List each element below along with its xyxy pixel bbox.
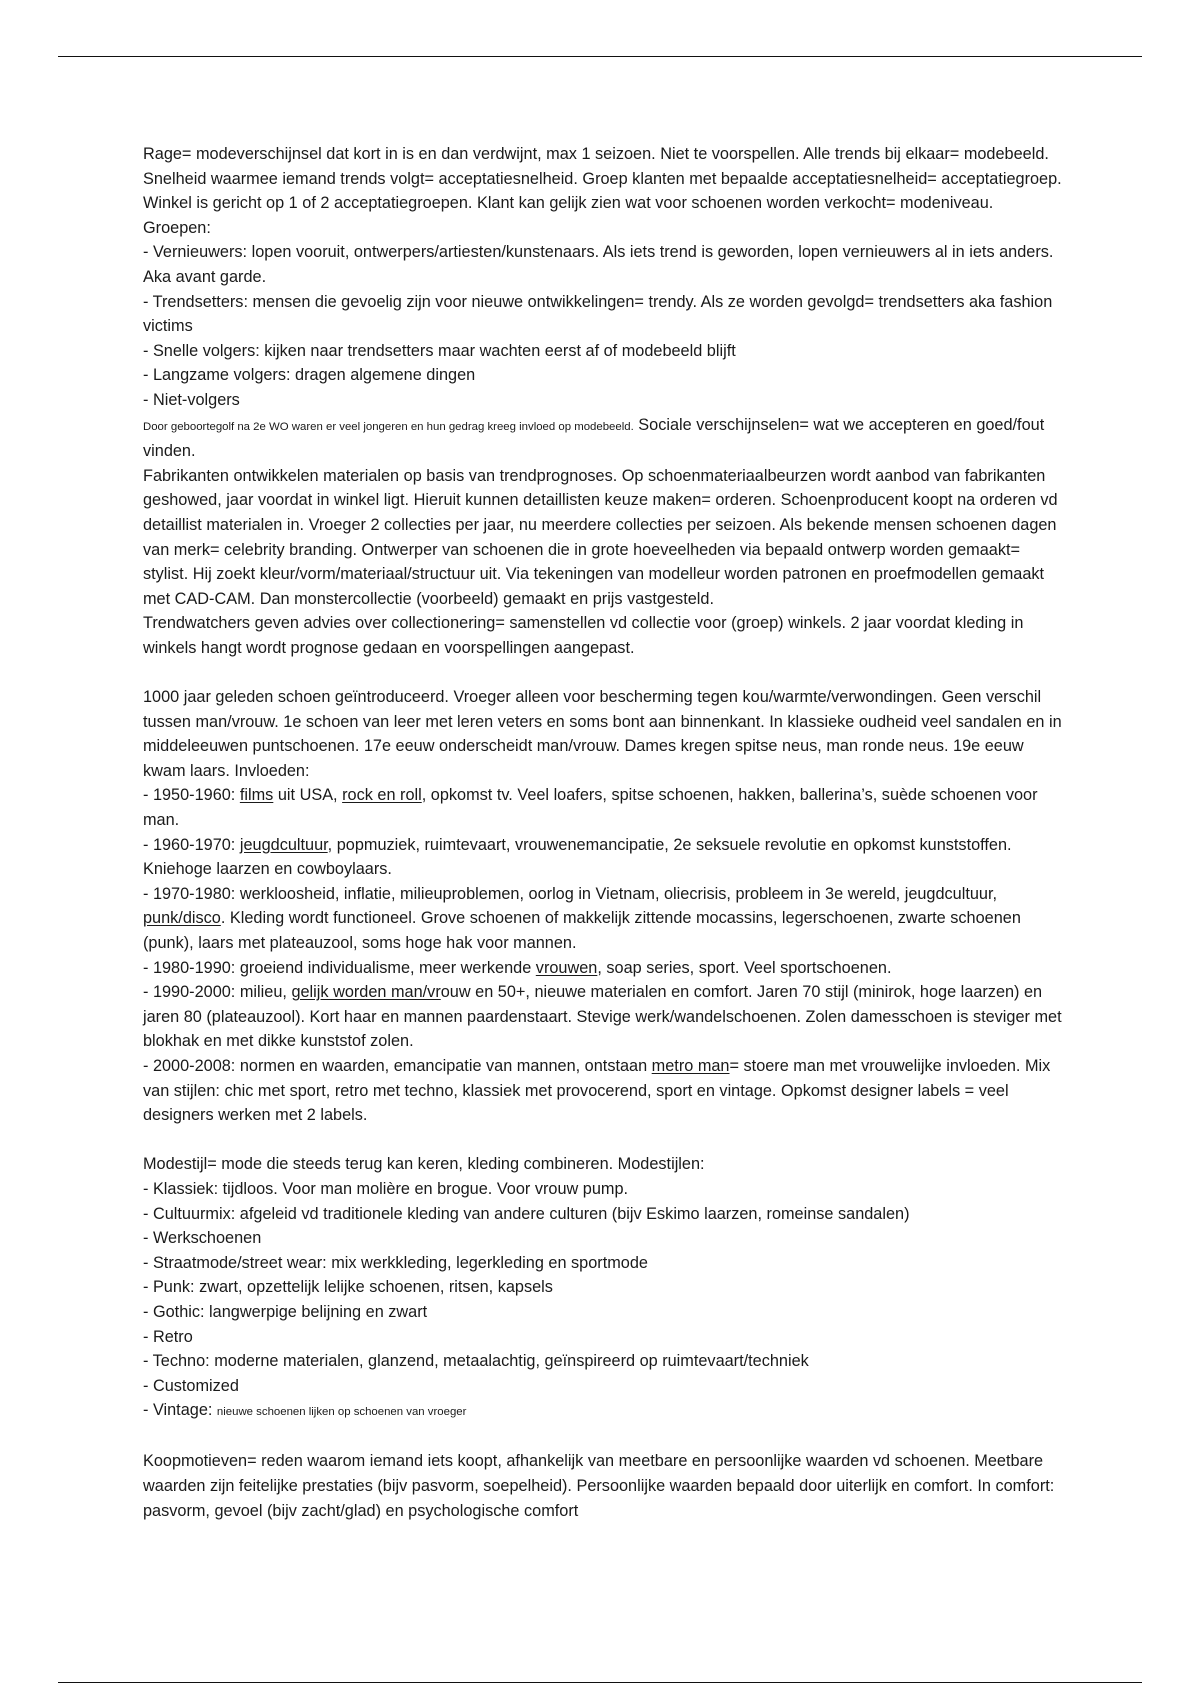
underlined-term: gelijk worden man/vr (291, 983, 441, 1002)
underlined-term: vrouwen (535, 958, 598, 977)
decade-text: - 1950-1960: (143, 786, 240, 805)
decade-1990 (143, 980, 1063, 1054)
paragraph-trendwatchers: Trendwatchers geven advies over collectionering= samenstellen vd collectie voor (groep) winkels. 2 jaar voordat kleding in winkels hangt wordt prognose gedaan en voorspellingen aangepast. (143, 614, 1024, 657)
style-item: - Gothic: langwerpige belijning en zwart (143, 1302, 428, 1321)
paragraph-history: 1000 jaar geleden schoen geïntroduceerd. Vroeger alleen voor bescherming tegen kou/warmte/verwondingen. Geen verschil tussen man/vrouw. 1e schoen van leer met leren veters en soms bont aan binnenkant. In klassieke oudheid veel sandalen en in middeleeuwen puntschoenen. 17e eeuw onderscheidt man/vrouw. Dames kregen spitse neus, man ronde neus. 19e eeuw kwam laars. Invloeden: (143, 688, 1062, 780)
paragraph-gap (143, 1425, 1063, 1450)
underlined-term: rock en roll (342, 786, 422, 805)
decade-1950 (143, 783, 1063, 832)
decade-text: uit USA, (273, 786, 343, 805)
decade-text: . Kleding wordt functioneel. Grove schoenen of makkelijk zittende mocassins, legerschoenen, zwarte schoenen (punk), laars met plateauzool, soms hoge hak voor mannen. (143, 909, 1021, 952)
decade-text: - 2000-2008: normen en waarden, emancipatie van mannen, ontstaan (143, 1056, 652, 1075)
decade-text: , popmuziek, ruimtevaart, vrouwenemancipatie, 2e seksuele revolutie en opkomst kunststoffen. Kniehoge laarzen en cowboylaars. (143, 835, 1012, 879)
decade-text: , opkomst tv. Veel loafers, spitse schoenen, hakken, ballerina’s, suède schoenen voor man. (143, 786, 1038, 830)
paragraph-rage: Rage= modeverschijnsel dat kort in is en dan verdwijnt, max 1 seizoen. Niet te voorspellen. Alle trends bij elkaar= modebeeld. Snelheid waarmee iemand trends volgt= acceptatiesnelheid. Groep klanten met bepaalde acceptatiesnelheid= acceptatiegroep. Winkel is gericht op 1 of 2 acceptatiegroepen. Klant kan gelijk zien wat voor schoenen worden verkocht= modeniveau. Groepen: (143, 145, 1062, 237)
style-item: - Straatmode/street wear: mix werkkleding, legerkleding en sportmode (143, 1253, 648, 1272)
footer-rule (58, 1682, 1142, 1683)
decade-text: ouw en 50+, nieuwe materialen en comfort. Jaren 70 stijl (minirok, hoge laarzen) en jaren 80 (plateauzool). Kort haar en mannen paardenstaart. Stevige werk/wandelschoenen. Zolen damesschoen is steviger met blokhak en met dikke kunststof zolen. (143, 983, 1062, 1051)
underlined-term: punk/disco (143, 909, 221, 928)
style-item: - Techno: moderne materialen, glanzend, metaalachtig, geïnspireerd op ruimtevaart/techniek (143, 1352, 809, 1371)
style-item: - Cultuurmix: afgeleid vd traditionele kleding van andere culturen (bijv Eskimo laarzen, romeinse sandalen) (143, 1204, 910, 1223)
style-item: - Retro (143, 1327, 193, 1346)
decade-text: - 1980-1990: groeiend individualisme, meer werkende (143, 958, 536, 977)
decade-1980 (143, 956, 1063, 981)
style-item: - Customized (143, 1376, 239, 1395)
underlined-term: jeugdcultuur (239, 835, 328, 854)
decade-text: , soap series, sport. Veel sportschoenen. (597, 958, 892, 977)
paragraph-gap (143, 1128, 1063, 1153)
style-item: - Klassiek: tijdloos. Voor man molière en brogue. Voor vrouw pump. (143, 1179, 629, 1198)
style-item: - Werkschoenen (143, 1229, 262, 1248)
paragraph-manufacturers: Fabrikanten ontwikkelen materialen op basis van trendprognoses. Op schoenmateriaalbeurzen wordt aanbod van fabrikanten geshowed, jaar voordat in winkel ligt. Hieruit kunnen detaillisten keuze maken= orderen. Schoenproducent koopt na orderen vd detaillist materialen in. Vroeger 2 collecties per jaar, nu meerdere collecties per seizoen. Als bekende mensen schoenen dagen van merk= celebrity branding. Ontwerper van schoenen die in grote hoeveelheden via bepaald ontwerp worden gemaakt= stylist. Hij zoekt kleur/vorm/materiaal/structuur uit. Via tekeningen van modelleur worden patronen en proefmodellen gemaakt met CAD-CAM. Dan monstercollectie (voorbeeld) gemaakt en prijs vastgesteld. (143, 466, 1058, 608)
group-item: - Langzame volgers: dragen algemene dingen (143, 366, 476, 385)
paragraph-geboortegolf (143, 413, 1063, 464)
group-item: - Trendsetters: mensen die gevoelig zijn voor nieuwe ontwikkelingen= trendy. Als ze worden gevolgd= trendsetters aka fashion victims (143, 292, 1053, 336)
decade-2000 (143, 1054, 1063, 1128)
paragraph-modestijl: Modestijl= mode die steeds terug kan keren, kleding combineren. Modestijlen: (143, 1155, 705, 1174)
header-rule (58, 56, 1142, 57)
underlined-term: metro man (651, 1056, 730, 1075)
vintage-small-text: nieuwe schoenen lijken op schoenen van vroeger (216, 1406, 467, 1419)
decade-1960 (143, 833, 1063, 882)
decade-text: = stoere man met vrouwelijke invloeden. Mix van stijlen: chic met sport, retro met techno, klassiek met provocerend, sport en vintage. Opkomst designer labels = veel designers werken met 2 labels. (143, 1056, 1051, 1125)
style-item: - Punk: zwart, opzettelijk lelijke schoenen, ritsen, kapsels (143, 1278, 553, 1297)
underlined-term: films (239, 786, 274, 805)
decade-text: - 1960-1970: (143, 835, 240, 854)
group-item: - Niet-volgers (143, 390, 240, 409)
decade-text: - 1970-1980: werkloosheid, inflatie, milieuproblemen, oorlog in Vietnam, oliecrisis, probleem in 3e wereld, jeugdcultuur, (143, 884, 998, 903)
social-phenomena-text: Sociale verschijnselen= wat we accepteren en goed/fout vinden. (143, 415, 1045, 461)
style-item-vintage (143, 1398, 1063, 1425)
decade-text: - 1990-2000: milieu, (143, 983, 292, 1002)
vintage-label: - Vintage: (143, 1401, 217, 1420)
document-body (143, 142, 1063, 1523)
group-item: - Snelle volgers: kijken naar trendsetters maar wachten eerst af of modebeeld blijft (143, 341, 736, 360)
small-note: Door geboortegolf na 2e WO waren er veel jongeren en hun gedrag kreeg invloed op modebeeld. (143, 420, 634, 433)
group-item: - Vernieuwers: lopen vooruit, ontwerpers/artiesten/kunstenaars. Als iets trend is geworden, lopen vernieuwers al in iets anders. Aka avant garde. (143, 243, 1054, 286)
paragraph-koopmotieven: Koopmotieven= reden waarom iemand iets koopt, afhankelijk van meetbare en persoonlijke waarden vd schoenen. Meetbare waarden zijn feitelijke prestaties (bijv pasvorm, soepelheid). Persoonlijke waarden bepaald door uiterlijk en comfort. In comfort: pasvorm, gevoel (bijv zacht/glad) en psychologische comfort (143, 1452, 1055, 1520)
paragraph-gap (143, 660, 1063, 685)
decade-1970 (143, 882, 1063, 956)
